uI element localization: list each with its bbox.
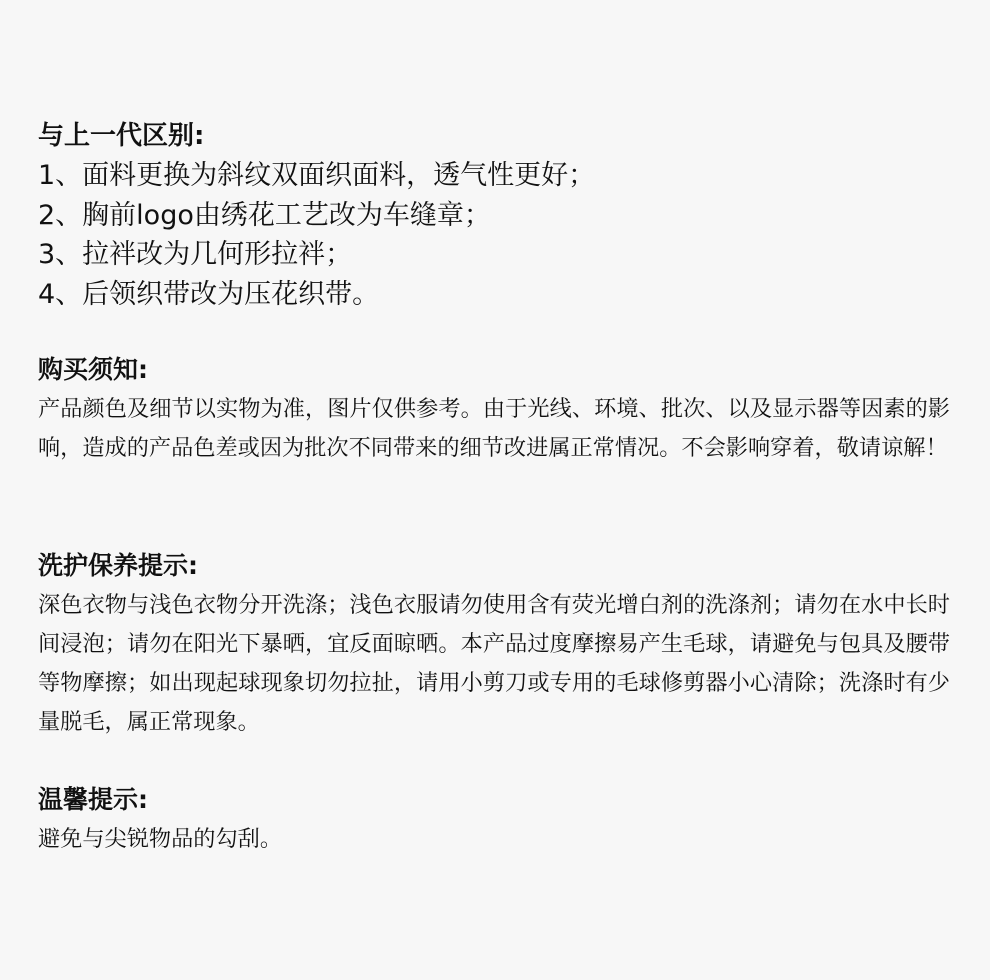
purchase-notice-section <box>38 350 950 468</box>
difference-item: 3、拉袢改为几何形拉袢； <box>38 239 353 270</box>
difference-item: 2、胸前logo由绣花工艺改为车缝章； <box>38 199 491 231</box>
differences-section <box>38 116 950 314</box>
care-tips-heading: 洗护保养提示: <box>38 551 198 580</box>
care-tips-section <box>38 546 950 742</box>
warm-tips-heading: 温馨提示: <box>38 785 148 814</box>
purchase-notice-heading: 购买须知: <box>38 355 148 384</box>
differences-heading: 与上一代区别: <box>38 121 205 151</box>
warm-tips-text: 避免与尖锐物品的勾刮。 <box>38 826 283 852</box>
purchase-notice-text: 产品颜色及细节以实物为准，图片仅供参考。由于光线、环境、批次、以及显示器等因素的影响，造成的产品色差或因为批次不同带来的细节改进属正常情况。不会影响穿着，敬请谅解！ <box>38 396 950 461</box>
difference-item: 1、面料更换为斜纹双面织面料，透气性更好； <box>38 160 596 191</box>
warm-tips-section <box>38 780 950 859</box>
difference-item: 4、后领织带改为压花织带。 <box>38 278 380 310</box>
care-tips-text: 深色衣物与浅色衣物分开洗涤；浅色衣服请勿使用含有荧光增白剂的洗涤剂；请勿在水中长时间浸泡；请勿在阳光下暴晒，宜反面晾晒。本产品过度摩擦易产生毛球，请避免与包具及腰带等物摩擦；如出现起球现象切勿拉扯，请用小剪刀或专用的毛球修剪器小心清除；洗涤时有少量脱毛，属正常现象。 <box>38 592 950 735</box>
